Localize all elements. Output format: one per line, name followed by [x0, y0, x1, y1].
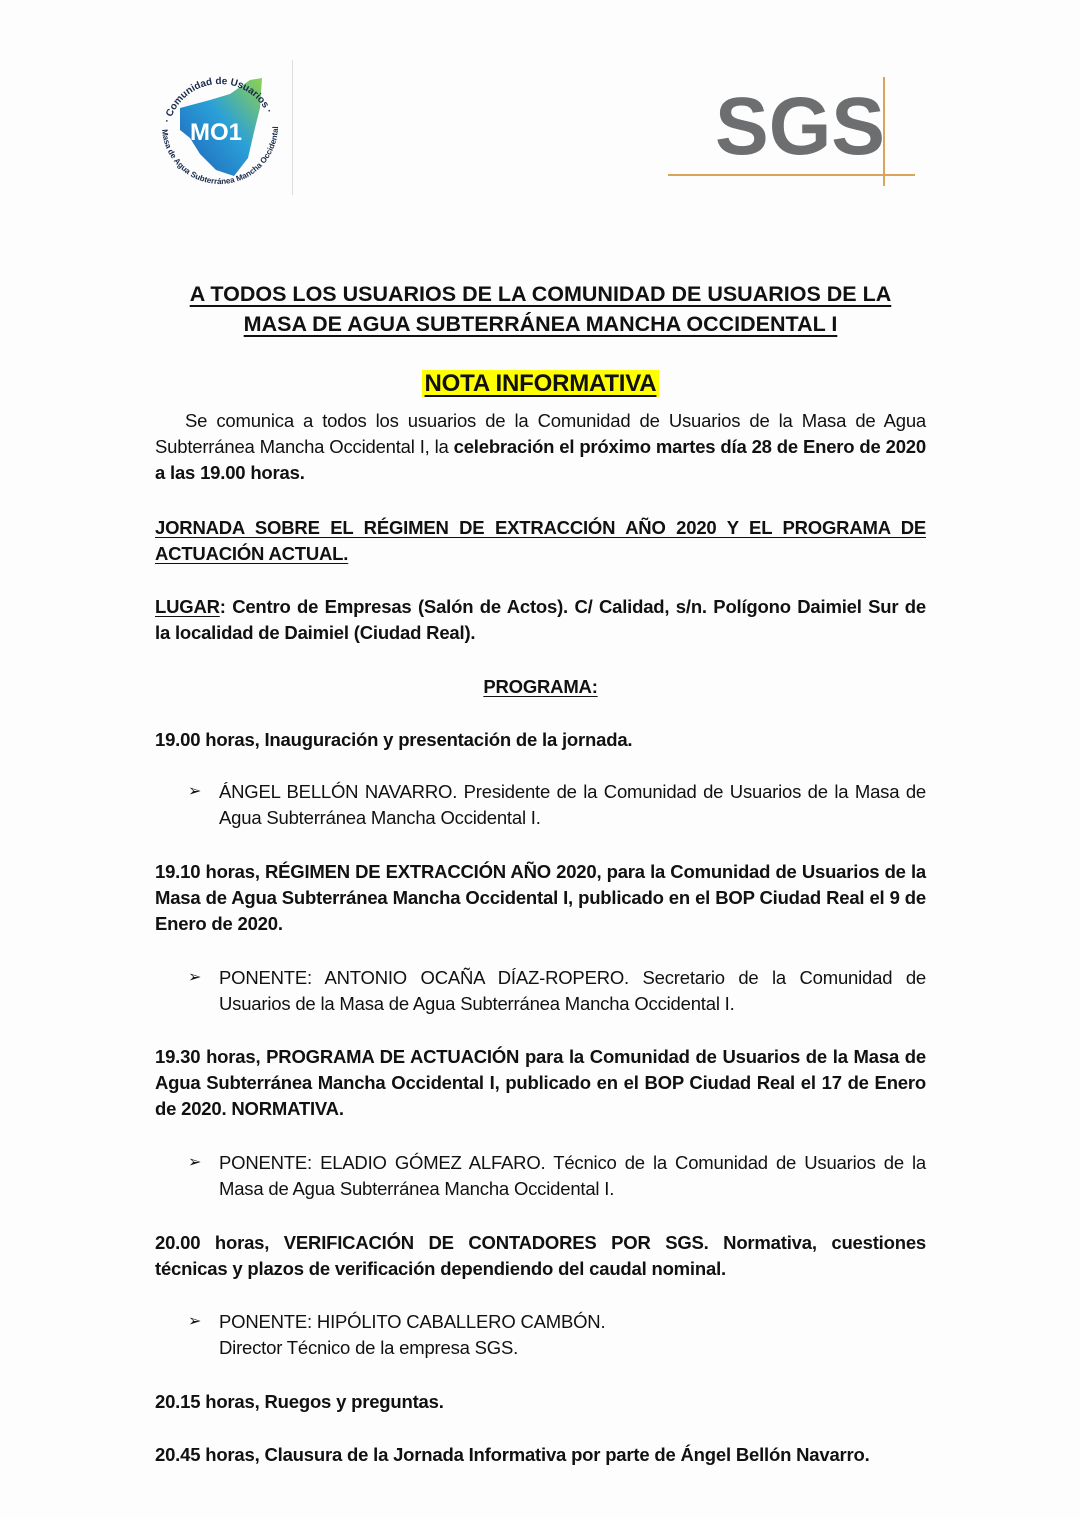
programa-title: PROGRAMA: [483, 676, 598, 697]
program-item-1910: 19.10 horas, RÉGIMEN DE EXTRACCIÓN AÑO 2020, para la Comunidad de Usuarios de la Masa de Agua Subterránea Mancha Occidental I, publicado en el BOP Ciudad Real el 9 de Enero de 2020. [155, 861, 926, 934]
speaker-ocana: PONENTE: ANTONIO OCAÑA DÍAZ-ROPERO. Secretario de la Comunidad de Usuarios de la Masa de Agua Subterránea Mancha Occidental I. [219, 967, 926, 1014]
arrow-bullet-icon: ➢ [188, 969, 202, 986]
heading-line-2: MASA DE AGUA SUBTERRÁNEA MANCHA OCCIDENTAL I [243, 312, 838, 336]
arrow-bullet-icon: ➢ [188, 1154, 202, 1171]
logo-divider [292, 60, 293, 195]
arrow-bullet-icon: ➢ [188, 783, 202, 800]
intro-paragraph [155, 408, 926, 486]
speaker-caballero-role: Director Técnico de la empresa SGS. [219, 1337, 519, 1358]
lugar-paragraph [155, 594, 926, 646]
nota-informativa-title: NOTA INFORMATIVA [422, 370, 660, 397]
main-heading [155, 279, 926, 339]
intro-regular: Se comunica a todos los usuarios de la Comunidad de Usuarios de la Masa de Agua Subterránea Mancha Occidental I, la [155, 410, 926, 457]
program-item-2015: 20.15 horas, Ruegos y preguntas. [155, 1391, 444, 1412]
nota-title-wrap [155, 368, 926, 401]
heading-line-1: A TODOS LOS USUARIOS DE LA COMUNIDAD DE USUARIOS DE LA [189, 282, 892, 306]
mo1-logo [150, 58, 290, 198]
jornada-title: JORNADA SOBRE EL RÉGIMEN DE EXTRACCIÓN AÑO 2020 Y EL PROGRAMA DE ACTUACIÓN ACTUAL. [155, 517, 926, 564]
svg-text:SGS: SGS [715, 81, 885, 172]
lugar-text: : Centro de Empresas (Salón de Actos). C/ Calidad, s/n. Polígono Daimiel Sur de la localidad de Daimiel (Ciudad Real). [155, 596, 926, 643]
lugar-label: LUGAR [155, 596, 220, 617]
svg-text:Masa de Agua Subterránea Manch: Masa de Agua Subterránea Mancha Occidental [160, 126, 281, 187]
program-item-1930: 19.30 horas, PROGRAMA DE ACTUACIÓN para la Comunidad de Usuarios de la Masa de Agua Subterránea Mancha Occidental I, publicado en el BOP Ciudad Real el 17 de Enero de 2020. NORMATIVA. [155, 1046, 926, 1119]
svg-text:MO1: MO1 [189, 119, 243, 146]
program-item-2000: 20.00 horas, VERIFICACIÓN DE CONTADORES POR SGS. Normativa, cuestiones técnicas y plazos de verificación dependiendo del caudal nominal. [155, 1232, 926, 1279]
arrow-bullet-icon: ➢ [188, 1313, 202, 1330]
speaker-bellon: ÁNGEL BELLÓN NAVARRO. Presidente de la Comunidad de Usuarios de la Masa de Agua Subterránea Mancha Occidental I. [219, 781, 926, 828]
program-item-2045: 20.45 horas, Clausura de la Jornada Informativa por parte de Ángel Bellón Navarro. [155, 1444, 870, 1465]
intro-bold: celebración el próximo martes día 28 de Enero de 2020 a las 19.00 horas. [155, 436, 926, 483]
speaker-caballero [219, 1309, 926, 1361]
program-item-1900: 19.00 horas, Inauguración y presentación de la jornada. [155, 729, 633, 750]
speaker-caballero-name: PONENTE: HIPÓLITO CABALLERO CAMBÓN. [219, 1311, 606, 1332]
speaker-gomez: PONENTE: ELADIO GÓMEZ ALFARO. Técnico de la Comunidad de Usuarios de la Masa de Agua Subterránea Mancha Occidental I. [219, 1152, 926, 1199]
sgs-logo [665, 72, 920, 187]
svg-text:· Comunidad de Usuarios ·: · Comunidad de Usuarios · [161, 75, 275, 124]
